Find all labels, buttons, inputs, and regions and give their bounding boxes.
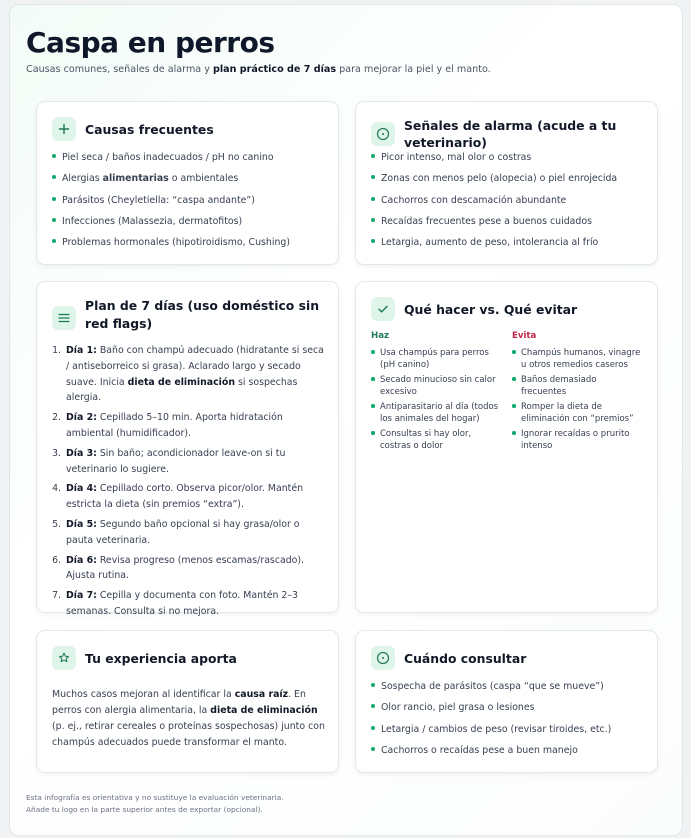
- footer-line: Añade tu logo en la parte superior antes de exportar (opcional).: [26, 805, 263, 814]
- do-list: [371, 347, 501, 455]
- list-item: Usa champús para perros (pH canino): [371, 347, 501, 371]
- list-item: 1. Día 1: Baño con champú adecuado (hidratante si seca / antiseborreico si grasa). Aclarado largo y secado suave. Inicia dieta de eliminación si sospechas alergia.: [64, 343, 326, 406]
- alert-circle-icon: [371, 122, 395, 146]
- list-item: Ignorar recaídas o prurito intenso: [512, 428, 642, 452]
- plan-card: [36, 281, 339, 617]
- list-item: 2. Día 2: Cepillado 5–10 min. Aporta hidratación ambiental (humidificador).: [64, 410, 326, 442]
- list-item: Consultas si hay olor, costras o dolor: [371, 428, 501, 452]
- do-dont-card: [355, 281, 658, 613]
- footer-line: Esta infografía es orientativa y no sustituye la evaluación veterinaria.: [26, 793, 284, 802]
- experience-title: Tu experiencia aporta: [85, 650, 237, 666]
- dont-list: [512, 347, 642, 455]
- experience-text: Muchos casos mejoran al identificar la causa raíz. En perros con alergia alimentaria, la dieta de eliminación (p. ej., retirar cereales o proteínas sospechosas) junto con champús adecuados puede transformar el manto.: [52, 689, 325, 748]
- list-item: Picor intenso, mal olor o costras: [371, 151, 647, 172]
- do-heading: Haz: [371, 331, 389, 341]
- causes-card: [36, 101, 339, 265]
- check-icon: [371, 297, 395, 321]
- alarm-list: [371, 151, 647, 257]
- list-item: Olor rancio, piel grasa o lesiones: [371, 701, 647, 722]
- when-title: Cuándo consultar: [404, 650, 527, 666]
- list-item: Zonas con menos pelo (alopecia) o piel enrojecida: [371, 172, 647, 193]
- footer-note: [26, 792, 284, 816]
- list-item: 4. Día 4: Cepillado corto. Observa picor/olor. Mantén estricta la dieta (sin premios “extra”).: [64, 481, 326, 513]
- when-card: [355, 630, 658, 773]
- list-item: Alergias alimentarias o ambientales: [52, 172, 328, 193]
- alarm-title: Señales de alarma (acude a tu veterinario): [404, 118, 617, 150]
- when-list: [371, 680, 647, 765]
- list-item: Cachorros con descamación abundante: [371, 194, 647, 215]
- list-item: Champús humanos, vinagre u otros remedios caseros: [512, 347, 642, 371]
- list-item: Sospecha de parásitos (caspa “que se mueve”): [371, 680, 647, 701]
- list-item: Letargia / cambios de peso (revisar tiroides, etc.): [371, 723, 647, 744]
- list-item: Cachorros o recaídas pese a buen manejo: [371, 744, 647, 765]
- list-item: 7. Día 7: Cepilla y documenta con foto. Mantén 2–3 semanas. Consulta si no mejora.: [64, 588, 326, 620]
- plus-icon: [52, 117, 76, 141]
- list-item: 6. Día 6: Revisa progreso (menos escamas/rascado). Ajusta rutina.: [64, 553, 326, 585]
- do-dont-title: Qué hacer vs. Qué evitar: [404, 301, 578, 317]
- list-item: 5. Día 5: Segundo baño opcional si hay grasa/olor o pauta veterinaria.: [64, 517, 326, 549]
- list-item: Secado minucioso sin calor excesivo: [371, 374, 501, 398]
- list-item: Romper la dieta de eliminación con “premios”: [512, 401, 642, 425]
- page-subtitle: Causas comunes, señales de alarma y plan práctico de 7 días para mejorar la piel y el manto.: [26, 64, 491, 75]
- list-item: Piel seca / baños inadecuados / pH no canino: [52, 151, 328, 172]
- causes-list: [52, 151, 328, 257]
- list-item: Letargia, aumento de peso, intolerancia al frío: [371, 236, 647, 257]
- experience-card: [36, 630, 339, 773]
- list-item: Parásitos (Cheyletiella: “caspa andante”): [52, 194, 328, 215]
- plan-list: [52, 343, 326, 624]
- clock-circle-icon: [371, 646, 395, 670]
- menu-lines-icon: [52, 306, 76, 330]
- list-item: Infecciones (Malassezia, dermatofitos): [52, 215, 328, 236]
- list-item: 3. Día 3: Sin baño; acondicionador leave-on si tu veterinario lo sugiere.: [64, 446, 326, 478]
- list-item: Problemas hormonales (hipotiroidismo, Cushing): [52, 236, 328, 257]
- causes-title: Causas frecuentes: [85, 121, 214, 137]
- alarm-card: [355, 101, 658, 265]
- list-item: Antiparasitario al día (todos los animales del hogar): [371, 401, 501, 425]
- plan-title: Plan de 7 días (uso doméstico sin red flags): [85, 298, 320, 331]
- star-icon: [52, 646, 76, 670]
- list-item: Recaídas frecuentes pese a buenos cuidados: [371, 215, 647, 236]
- page-title: Caspa en perros: [26, 26, 275, 59]
- dont-heading: Evita: [512, 331, 537, 341]
- list-item: Baños demasiado frecuentes: [512, 374, 642, 398]
